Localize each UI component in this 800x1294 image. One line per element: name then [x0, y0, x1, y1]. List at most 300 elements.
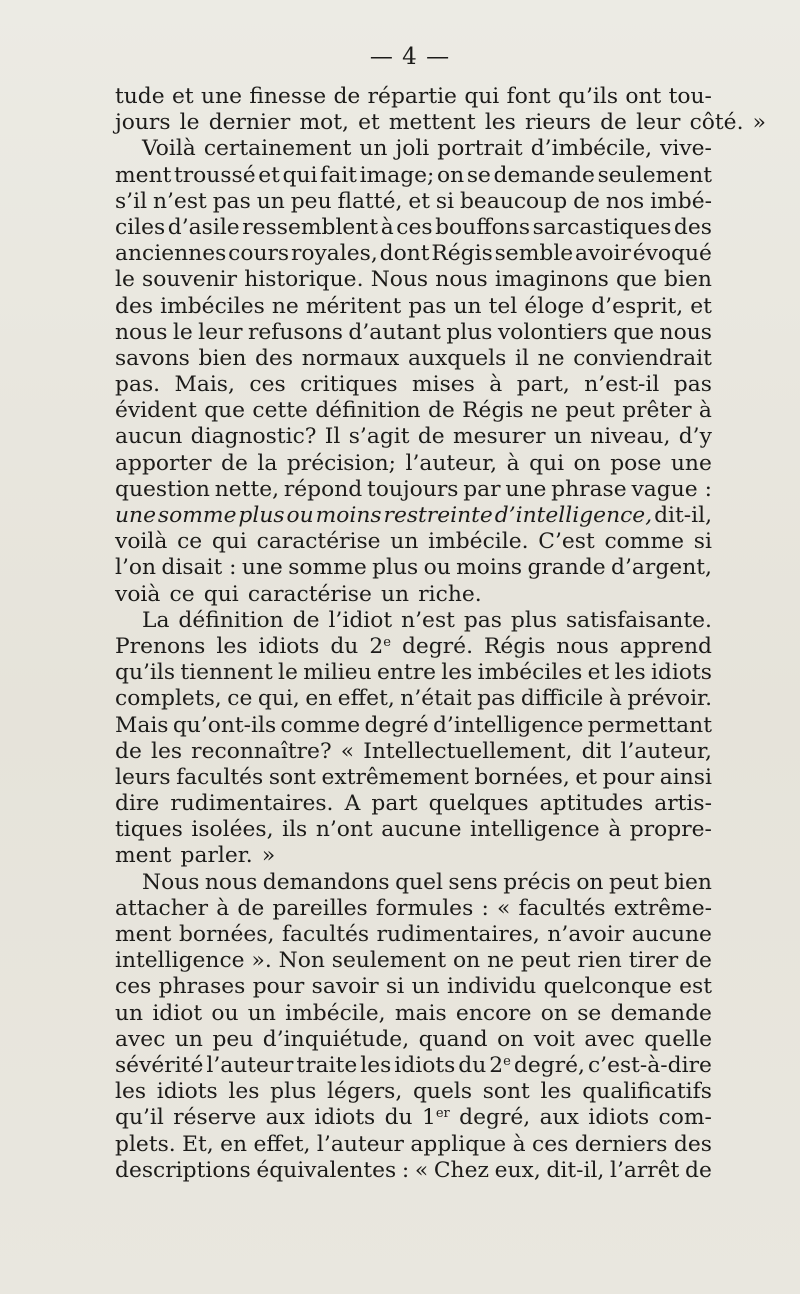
word: idiots: [314, 1105, 376, 1131]
word: du: [384, 1105, 413, 1131]
text-line: [115, 320, 712, 346]
text-line: [115, 713, 712, 739]
word: on: [573, 450, 601, 476]
word: ciles: [115, 214, 166, 240]
word: ou: [286, 503, 314, 528]
word: Nous: [370, 267, 429, 293]
word: ont: [625, 84, 662, 109]
word: imaginons: [494, 267, 609, 293]
text-line: [115, 372, 712, 398]
word: à: [512, 1131, 526, 1157]
word: ainsi: [659, 764, 712, 790]
word: attacher: [115, 895, 209, 921]
word: Et,: [182, 1131, 214, 1157]
word: sont: [482, 1079, 530, 1105]
word: n’ont: [315, 817, 373, 843]
word: qui: [203, 581, 239, 607]
word: quelconque: [543, 974, 672, 1000]
word: et: [690, 293, 712, 319]
text-line: [115, 1105, 712, 1131]
word: pas: [408, 293, 447, 319]
word: certainement: [203, 136, 352, 162]
word: qu’ont-ils: [172, 712, 277, 738]
word: idiots: [258, 633, 320, 659]
word: idiots: [394, 1052, 456, 1078]
word: demandons: [262, 869, 390, 895]
word: applique: [410, 1131, 507, 1157]
word: n’est: [401, 607, 455, 633]
word: diagnostic?: [190, 424, 317, 450]
word: traite: [296, 1052, 358, 1078]
word: ces: [249, 372, 286, 398]
word: de: [333, 84, 361, 109]
text-line: [115, 1158, 712, 1184]
word: individu: [447, 974, 537, 1000]
word: ces: [531, 1131, 569, 1157]
word: milieu: [303, 660, 372, 686]
word: artis-: [654, 791, 712, 817]
text-line: [115, 529, 712, 555]
word: évoqué: [632, 241, 712, 267]
word: une: [201, 84, 242, 109]
text-line: [115, 896, 712, 922]
word: caractérise: [256, 529, 381, 555]
word: seulement: [597, 162, 712, 188]
word: ou: [423, 555, 451, 581]
word: ce: [227, 686, 253, 712]
word: prêter: [622, 398, 692, 424]
word: tirer: [628, 948, 679, 974]
word: Régis: [484, 633, 546, 659]
word: part,: [516, 372, 570, 398]
word: effet,: [337, 686, 395, 712]
word: de: [685, 948, 712, 974]
word: ce: [169, 581, 195, 607]
text-line: [115, 765, 712, 791]
word: 1er: [421, 1105, 450, 1131]
word: un: [256, 188, 285, 214]
word: anciennes: [115, 241, 227, 267]
word: parler.: [180, 843, 253, 869]
text-line: [115, 660, 712, 686]
word: qu’il: [115, 1105, 164, 1131]
word: dit: [581, 738, 612, 764]
word: et: [587, 660, 610, 686]
superscript: e: [383, 634, 391, 650]
word: le: [278, 660, 298, 686]
word: répartie: [367, 84, 457, 109]
word: répond: [283, 476, 363, 502]
word: les: [150, 738, 183, 764]
word: qu’ils: [557, 84, 619, 109]
word: pas: [212, 188, 251, 214]
word: et: [258, 162, 280, 188]
word: se: [577, 1000, 602, 1026]
word: demande: [610, 1000, 712, 1026]
text-line: [115, 84, 712, 110]
text-line: [115, 294, 712, 320]
word: qui: [282, 162, 318, 188]
word: d’autant: [348, 319, 441, 345]
word: d’inquiétude,: [262, 1026, 410, 1052]
word: ne: [487, 948, 515, 974]
word: on: [540, 1000, 568, 1026]
word: auxquels: [407, 345, 507, 371]
word: méritent: [305, 293, 402, 319]
word: s’il: [115, 188, 148, 214]
word: peut: [520, 948, 571, 974]
text-line: [115, 1053, 712, 1079]
word: définition: [178, 607, 284, 633]
text-line: [115, 608, 712, 634]
word: si: [435, 188, 455, 214]
text-line: [115, 555, 712, 581]
word: en: [305, 686, 333, 712]
word: mises: [411, 372, 475, 398]
word: d’argent,: [611, 555, 712, 581]
word: formules: [375, 895, 474, 921]
word: avoir: [575, 241, 631, 267]
word: savoir: [311, 974, 379, 1000]
word: degré,: [513, 1052, 585, 1078]
text-line: [115, 843, 712, 869]
text-line: [115, 477, 712, 503]
word: aucune: [381, 817, 462, 843]
word: degré,: [459, 1105, 531, 1131]
word: peu: [212, 1026, 254, 1052]
word: troussé: [174, 162, 256, 188]
text-line: [115, 424, 712, 450]
word: image;: [359, 162, 435, 188]
word: avec: [584, 1026, 635, 1052]
word: que: [615, 267, 657, 293]
word: n’était: [400, 686, 472, 712]
word: éloge: [524, 293, 585, 319]
word: apprend: [619, 633, 712, 659]
word: qui: [211, 529, 247, 555]
word: pour: [252, 974, 305, 1000]
text-line: [115, 974, 712, 1000]
word: La: [142, 607, 170, 633]
word: réserve: [173, 1105, 257, 1131]
word: imbécile,: [285, 1000, 386, 1026]
word: historique.: [244, 267, 364, 293]
word: ne: [537, 345, 565, 371]
word: grande: [527, 555, 606, 581]
word: disait :: [161, 555, 237, 581]
word: un: [453, 293, 482, 319]
word: phrase: [551, 476, 627, 502]
word: qualificatifs: [582, 1079, 712, 1105]
word: degré.: [401, 633, 474, 659]
word: fait: [320, 162, 357, 188]
word: d’y: [678, 424, 712, 450]
word: dernier: [208, 110, 291, 136]
word: ment: [115, 843, 172, 869]
word: difficile: [520, 686, 604, 712]
word: royales,: [290, 241, 378, 267]
word: leur: [198, 319, 243, 345]
word: ou: [211, 1000, 239, 1026]
word: tiennent: [180, 660, 273, 686]
word: comme: [604, 529, 685, 555]
word: restreinte: [383, 503, 493, 528]
word: un: [247, 1000, 276, 1026]
text-line: [115, 346, 712, 372]
word: un: [359, 136, 388, 162]
word: des: [673, 1131, 712, 1157]
word: cours: [228, 241, 290, 267]
word: nous: [556, 633, 609, 659]
word: C’est: [538, 529, 595, 555]
word: de: [685, 1157, 712, 1183]
word: toujours: [367, 476, 459, 502]
word: précis: [503, 869, 571, 895]
word: les: [441, 660, 473, 686]
word: voià: [115, 581, 161, 607]
word: joli: [395, 136, 430, 162]
text-line: [115, 582, 712, 608]
word: sens: [448, 869, 498, 895]
word: moins: [315, 503, 382, 528]
text-line: [115, 948, 712, 974]
word: Chez: [433, 1157, 489, 1183]
word: ressemblent: [242, 214, 379, 240]
word: Régis: [462, 398, 524, 424]
word: qui: [464, 84, 500, 109]
word: à: [608, 817, 622, 843]
word: une: [115, 503, 156, 528]
word: flatté,: [337, 188, 403, 214]
word: plus: [446, 319, 493, 345]
word: un: [553, 424, 582, 450]
word: »: [261, 843, 276, 869]
word: critiques: [300, 372, 398, 398]
word: ils: [282, 817, 308, 843]
word: des: [255, 345, 294, 371]
word: l’auteur,: [620, 738, 712, 764]
page-number: — 4 —: [369, 44, 451, 70]
word: le: [179, 110, 200, 136]
word: de: [417, 424, 445, 450]
word: facultés: [518, 895, 606, 921]
word: si: [693, 529, 712, 555]
text-line: [115, 136, 712, 162]
word: »: [752, 110, 766, 136]
word: qu’ils: [115, 660, 176, 686]
word: n’est: [152, 188, 207, 214]
word: bouffons: [435, 214, 531, 240]
text-line: [115, 686, 712, 712]
word: pareilles: [272, 895, 368, 921]
word: semble: [494, 241, 574, 267]
word: en: [220, 1131, 248, 1157]
word: pas: [673, 372, 712, 398]
text-line: [115, 739, 712, 765]
word: vague :: [631, 476, 712, 502]
word: d’intelligence: [432, 712, 584, 738]
word: d’intelligence,: [494, 503, 653, 528]
word: part: [371, 791, 418, 817]
word: plus: [238, 503, 285, 528]
word: nous: [435, 267, 488, 293]
word: extrêmement: [321, 764, 469, 790]
text-line: [115, 1079, 712, 1105]
word: «: [414, 1157, 429, 1183]
word: des: [115, 293, 154, 319]
text-line: [115, 922, 712, 948]
word: que: [204, 398, 246, 424]
text-line: [115, 1027, 712, 1053]
word: complets,: [115, 686, 222, 712]
word: Mais: [115, 712, 169, 738]
word: l’idiot: [328, 607, 393, 633]
text-line: [115, 791, 712, 817]
word: à: [380, 214, 394, 240]
word: «: [340, 738, 355, 764]
word: aux: [265, 1105, 305, 1131]
word: aucune: [631, 922, 712, 947]
word: intelligence: [115, 948, 245, 974]
word: comme: [280, 712, 361, 738]
text-line: [115, 1001, 712, 1027]
word: quelques: [428, 791, 529, 817]
word: de: [573, 188, 600, 214]
word: dire: [115, 791, 160, 817]
word: le: [172, 319, 193, 345]
word: rudimentaires,: [376, 922, 540, 947]
word: nette,: [214, 476, 280, 502]
word: ».: [251, 948, 272, 974]
word: l’auteur,: [405, 450, 498, 476]
body-text: [115, 84, 766, 1184]
word: bornées,: [474, 764, 570, 790]
word: idiots: [588, 1105, 650, 1131]
word: aptitudes: [539, 791, 644, 817]
word: imbéciles: [160, 293, 265, 319]
superscript: er: [435, 1106, 450, 1122]
word: un: [115, 1000, 144, 1026]
word: dit-il,: [546, 1157, 605, 1183]
word: encore: [455, 1000, 532, 1026]
word: de: [292, 607, 320, 633]
word: idiots: [650, 660, 712, 686]
word: jours: [115, 110, 171, 136]
word: souvenir: [142, 267, 238, 293]
word: qui: [529, 450, 565, 476]
word: rudimentaires.: [170, 791, 334, 817]
word: un: [174, 1026, 203, 1052]
word: les: [540, 1079, 572, 1105]
word: côté.: [689, 110, 744, 136]
word: et: [408, 188, 430, 214]
word: précision;: [286, 450, 396, 476]
text-line: [115, 215, 712, 241]
word: somme: [288, 555, 367, 581]
text-line: [115, 634, 712, 660]
word: une: [670, 450, 712, 476]
word: riche.: [418, 581, 482, 607]
text-line: [115, 241, 712, 267]
word: plus: [270, 1079, 317, 1105]
word: Régis: [431, 241, 493, 267]
word: permettant: [587, 712, 712, 738]
word: Non: [278, 948, 325, 974]
word: l’on: [115, 555, 157, 581]
word: nous: [659, 319, 712, 345]
word: un: [390, 529, 419, 555]
word: nous: [204, 869, 258, 895]
superscript: e: [503, 1053, 511, 1069]
word: moins: [456, 555, 523, 581]
word: mettent: [388, 110, 476, 136]
word: Il: [324, 424, 341, 450]
text-line: [115, 817, 712, 843]
word: idiots: [156, 1079, 218, 1105]
word: l’auteur: [316, 1131, 404, 1157]
word: un: [411, 974, 440, 1000]
word: mot,: [299, 110, 349, 136]
word: dit-il,: [654, 503, 712, 528]
word: tiques: [115, 817, 183, 843]
word: à: [216, 895, 230, 921]
word: cette: [252, 398, 308, 424]
word: on: [576, 869, 604, 895]
word: la: [257, 450, 278, 476]
word: peut: [608, 869, 659, 895]
word: plus: [510, 607, 558, 633]
word: bornées,: [178, 922, 275, 947]
word: c’est-à-dire: [587, 1052, 712, 1078]
word: pose: [610, 450, 662, 476]
text-line: [115, 870, 712, 896]
word: sarcastiques: [532, 214, 672, 240]
word: l’arrêt: [609, 1157, 680, 1183]
word: ment: [115, 922, 172, 947]
word: caractérise: [247, 581, 372, 607]
word: :: [481, 895, 489, 921]
word: isolées,: [191, 817, 274, 843]
word: par: [463, 476, 501, 502]
word: pour: [602, 764, 655, 790]
word: nous: [115, 319, 168, 345]
word: leur: [636, 110, 681, 136]
word: les: [216, 633, 248, 659]
word: propre-: [629, 817, 712, 843]
word: de: [427, 398, 455, 424]
word: volontiers: [497, 319, 608, 345]
word: à: [698, 398, 712, 424]
word: une: [241, 555, 283, 581]
word: définition: [315, 398, 421, 424]
word: à: [506, 450, 520, 476]
word: com-: [658, 1105, 712, 1131]
word: d’asile: [167, 214, 240, 240]
word: plets.: [115, 1131, 176, 1157]
word: le: [115, 267, 135, 293]
word: beaucoup: [459, 188, 568, 214]
word: imbé-: [650, 188, 712, 214]
word: Intellectuellement,: [363, 738, 573, 764]
word: peu: [290, 188, 332, 214]
word: niveau,: [590, 424, 671, 450]
word: somme: [157, 503, 237, 528]
word: les: [228, 1079, 260, 1105]
word: peut: [565, 398, 615, 424]
word: dont: [379, 241, 430, 267]
word: bien: [664, 267, 712, 293]
word: demande: [493, 162, 595, 188]
